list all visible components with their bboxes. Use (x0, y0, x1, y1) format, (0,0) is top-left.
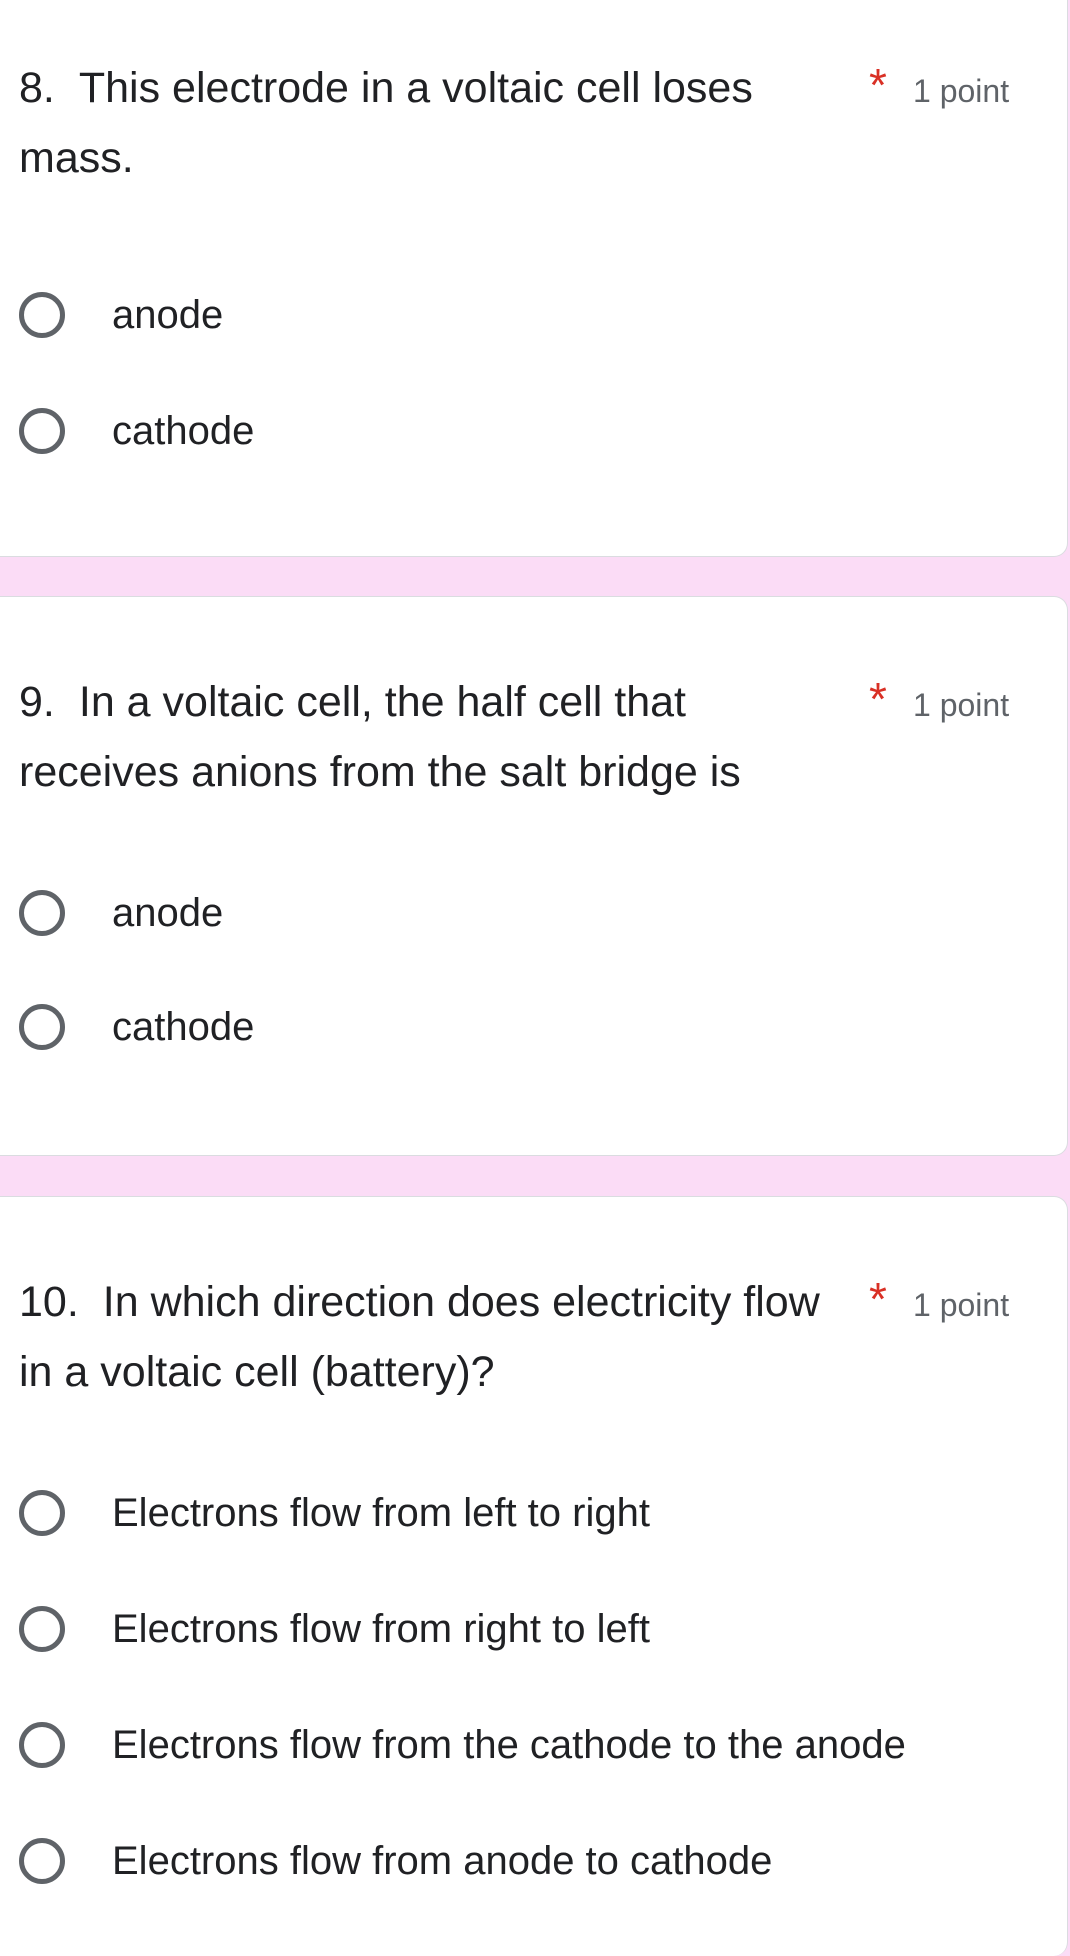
points-label: 1 point (913, 687, 1010, 723)
question-card-9 (0, 596, 1068, 1156)
radio-unchecked-icon[interactable] (19, 408, 65, 454)
question-number: 8. (19, 64, 55, 112)
question-header (19, 1267, 1049, 1407)
option-anode-to-cathode[interactable] (19, 1831, 772, 1891)
required-asterisk: * (869, 59, 887, 111)
option-label: Electrons flow from left to right (112, 1491, 650, 1535)
radio-unchecked-icon[interactable] (19, 890, 65, 936)
option-left-to-right[interactable] (19, 1483, 650, 1543)
radio-unchecked-icon[interactable] (19, 1606, 65, 1652)
required-asterisk: * (869, 673, 887, 725)
option-label: cathode (112, 409, 255, 453)
question-text: In a voltaic cell, the half cell that receives anions from the salt bridge is (19, 678, 741, 796)
required-asterisk: * (869, 1273, 887, 1325)
option-label: Electrons flow from right to left (112, 1607, 650, 1651)
question-title (19, 1267, 829, 1407)
radio-unchecked-icon[interactable] (19, 1838, 65, 1884)
option-cathode[interactable] (19, 997, 254, 1057)
points-label: 1 point (913, 1287, 1010, 1323)
option-cathode-to-anode[interactable] (19, 1715, 906, 1775)
option-label: anode (112, 293, 224, 337)
option-label: Electrons flow from the cathode to the anode (112, 1723, 906, 1767)
question-number: 10. (19, 1278, 79, 1326)
question-number: 9. (19, 678, 55, 726)
question-text: This electrode in a voltaic cell loses mass. (19, 64, 753, 182)
option-label: Electrons flow from anode to cathode (112, 1839, 773, 1883)
question-card-8 (0, 0, 1068, 557)
question-title (19, 667, 829, 807)
option-anode[interactable] (19, 285, 223, 345)
question-card-10 (0, 1196, 1068, 1956)
option-right-to-left[interactable] (19, 1599, 650, 1659)
radio-unchecked-icon[interactable] (19, 1490, 65, 1536)
option-label: cathode (112, 1005, 255, 1049)
radio-unchecked-icon[interactable] (19, 292, 65, 338)
option-label: anode (112, 891, 224, 935)
option-cathode[interactable] (19, 401, 254, 461)
radio-unchecked-icon[interactable] (19, 1722, 65, 1768)
question-title (19, 53, 829, 193)
option-anode[interactable] (19, 883, 223, 943)
question-text: In which direction does electricity flow in a voltaic cell (battery)? (19, 1278, 820, 1396)
question-header (19, 667, 1049, 807)
question-header (19, 53, 1049, 193)
radio-unchecked-icon[interactable] (19, 1004, 65, 1050)
points-label: 1 point (913, 73, 1010, 109)
